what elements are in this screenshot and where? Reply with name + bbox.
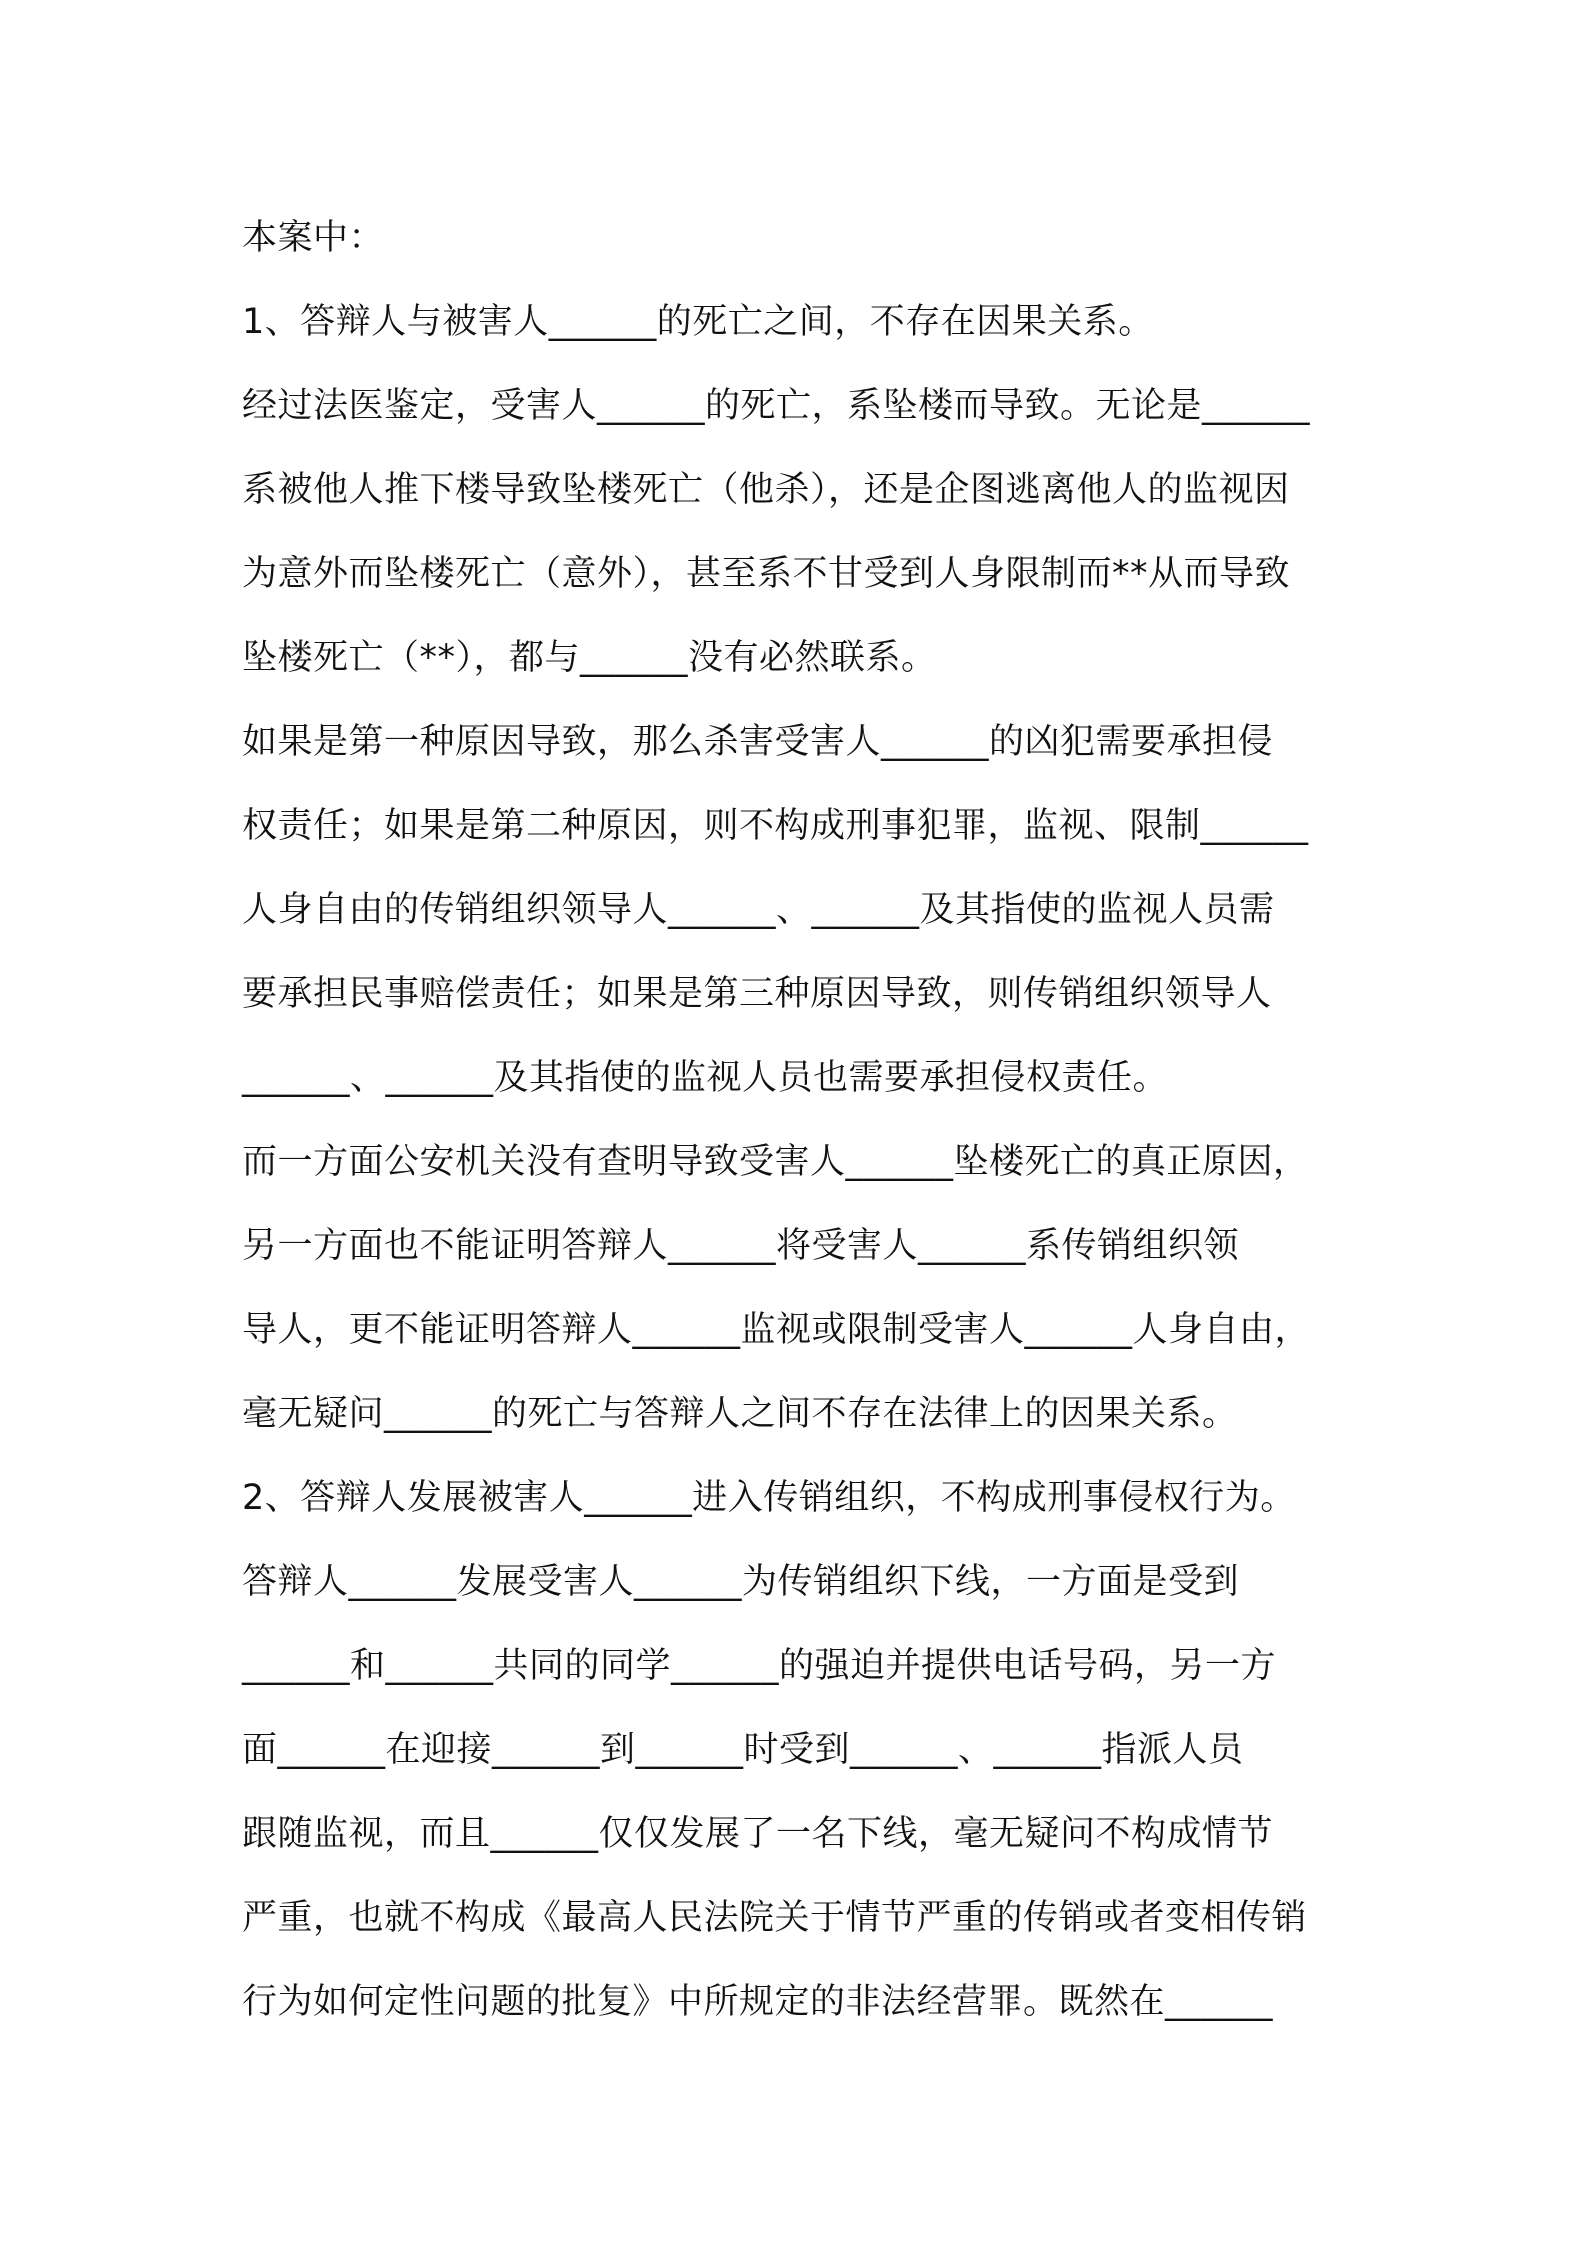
- text-line: 坠楼死亡（**），都与______没有必然联系。: [242, 638, 937, 678]
- text-line: 系被他人推下楼导致坠楼死亡（他杀），还是企图逃离他人的监视因: [242, 470, 1290, 510]
- document-body: [242, 196, 1382, 2044]
- text-line: 2、答辩人发展被害人______进入传销组织，不构成刑事侵权行为。: [242, 1478, 1296, 1518]
- text-line: 另一方面也不能证明答辩人______将受害人______系传销组织领: [242, 1226, 1240, 1266]
- text-line: 导人，更不能证明答辩人______监视或限制受害人______人身自由，: [242, 1310, 1311, 1350]
- text-line: 毫无疑问______的死亡与答辩人之间不存在法律上的因果关系。: [242, 1394, 1238, 1434]
- text-line: 经过法医鉴定，受害人______的死亡，系坠楼而导致。无论是______: [242, 386, 1311, 426]
- text-line: 人身自由的传销组织领导人______、______及其指使的监视人员需: [242, 890, 1275, 930]
- text-line: 要承担民事赔偿责任；如果是第三种原因导致，则传销组织领导人: [242, 974, 1272, 1014]
- text-line: 跟随监视，而且______仅仅发展了一名下线，毫无疑问不构成情节: [242, 1814, 1274, 1854]
- text-line: ______和______共同的同学______的强迫并提供电话号码，另一方: [242, 1646, 1277, 1686]
- text-line: 而一方面公安机关没有查明导致受害人______坠楼死亡的真正原因，: [242, 1142, 1309, 1182]
- text-line: 严重，也就不构成《最高人民法院关于情节严重的传销或者变相传销: [242, 1898, 1308, 1938]
- text-line: 行为如何定性问题的批复》中所规定的非法经营罪。既然在______: [242, 1982, 1274, 2022]
- text-line: 面______在迎接______到______时受到______、______指派人员: [242, 1730, 1244, 1770]
- text-line: 本案中：: [242, 218, 385, 258]
- text-line: 如果是第一种原因导致，那么杀害受害人______的凶犯需要承担侵: [242, 722, 1274, 762]
- text-line: 答辩人______发展受害人______为传销组织下线，一方面是受到: [242, 1562, 1240, 1602]
- text-line: 为意外而坠楼死亡（意外），甚至系不甘受到人身限制而**从而导致: [242, 554, 1291, 594]
- text-line: 权责任；如果是第二种原因，则不构成刑事犯罪，监视、限制______: [242, 806, 1309, 846]
- text-line: 1、答辩人与被害人______的死亡之间，不存在因果关系。: [242, 302, 1154, 342]
- text-line: ______、______及其指使的监视人员也需要承担侵权责任。: [242, 1058, 1169, 1098]
